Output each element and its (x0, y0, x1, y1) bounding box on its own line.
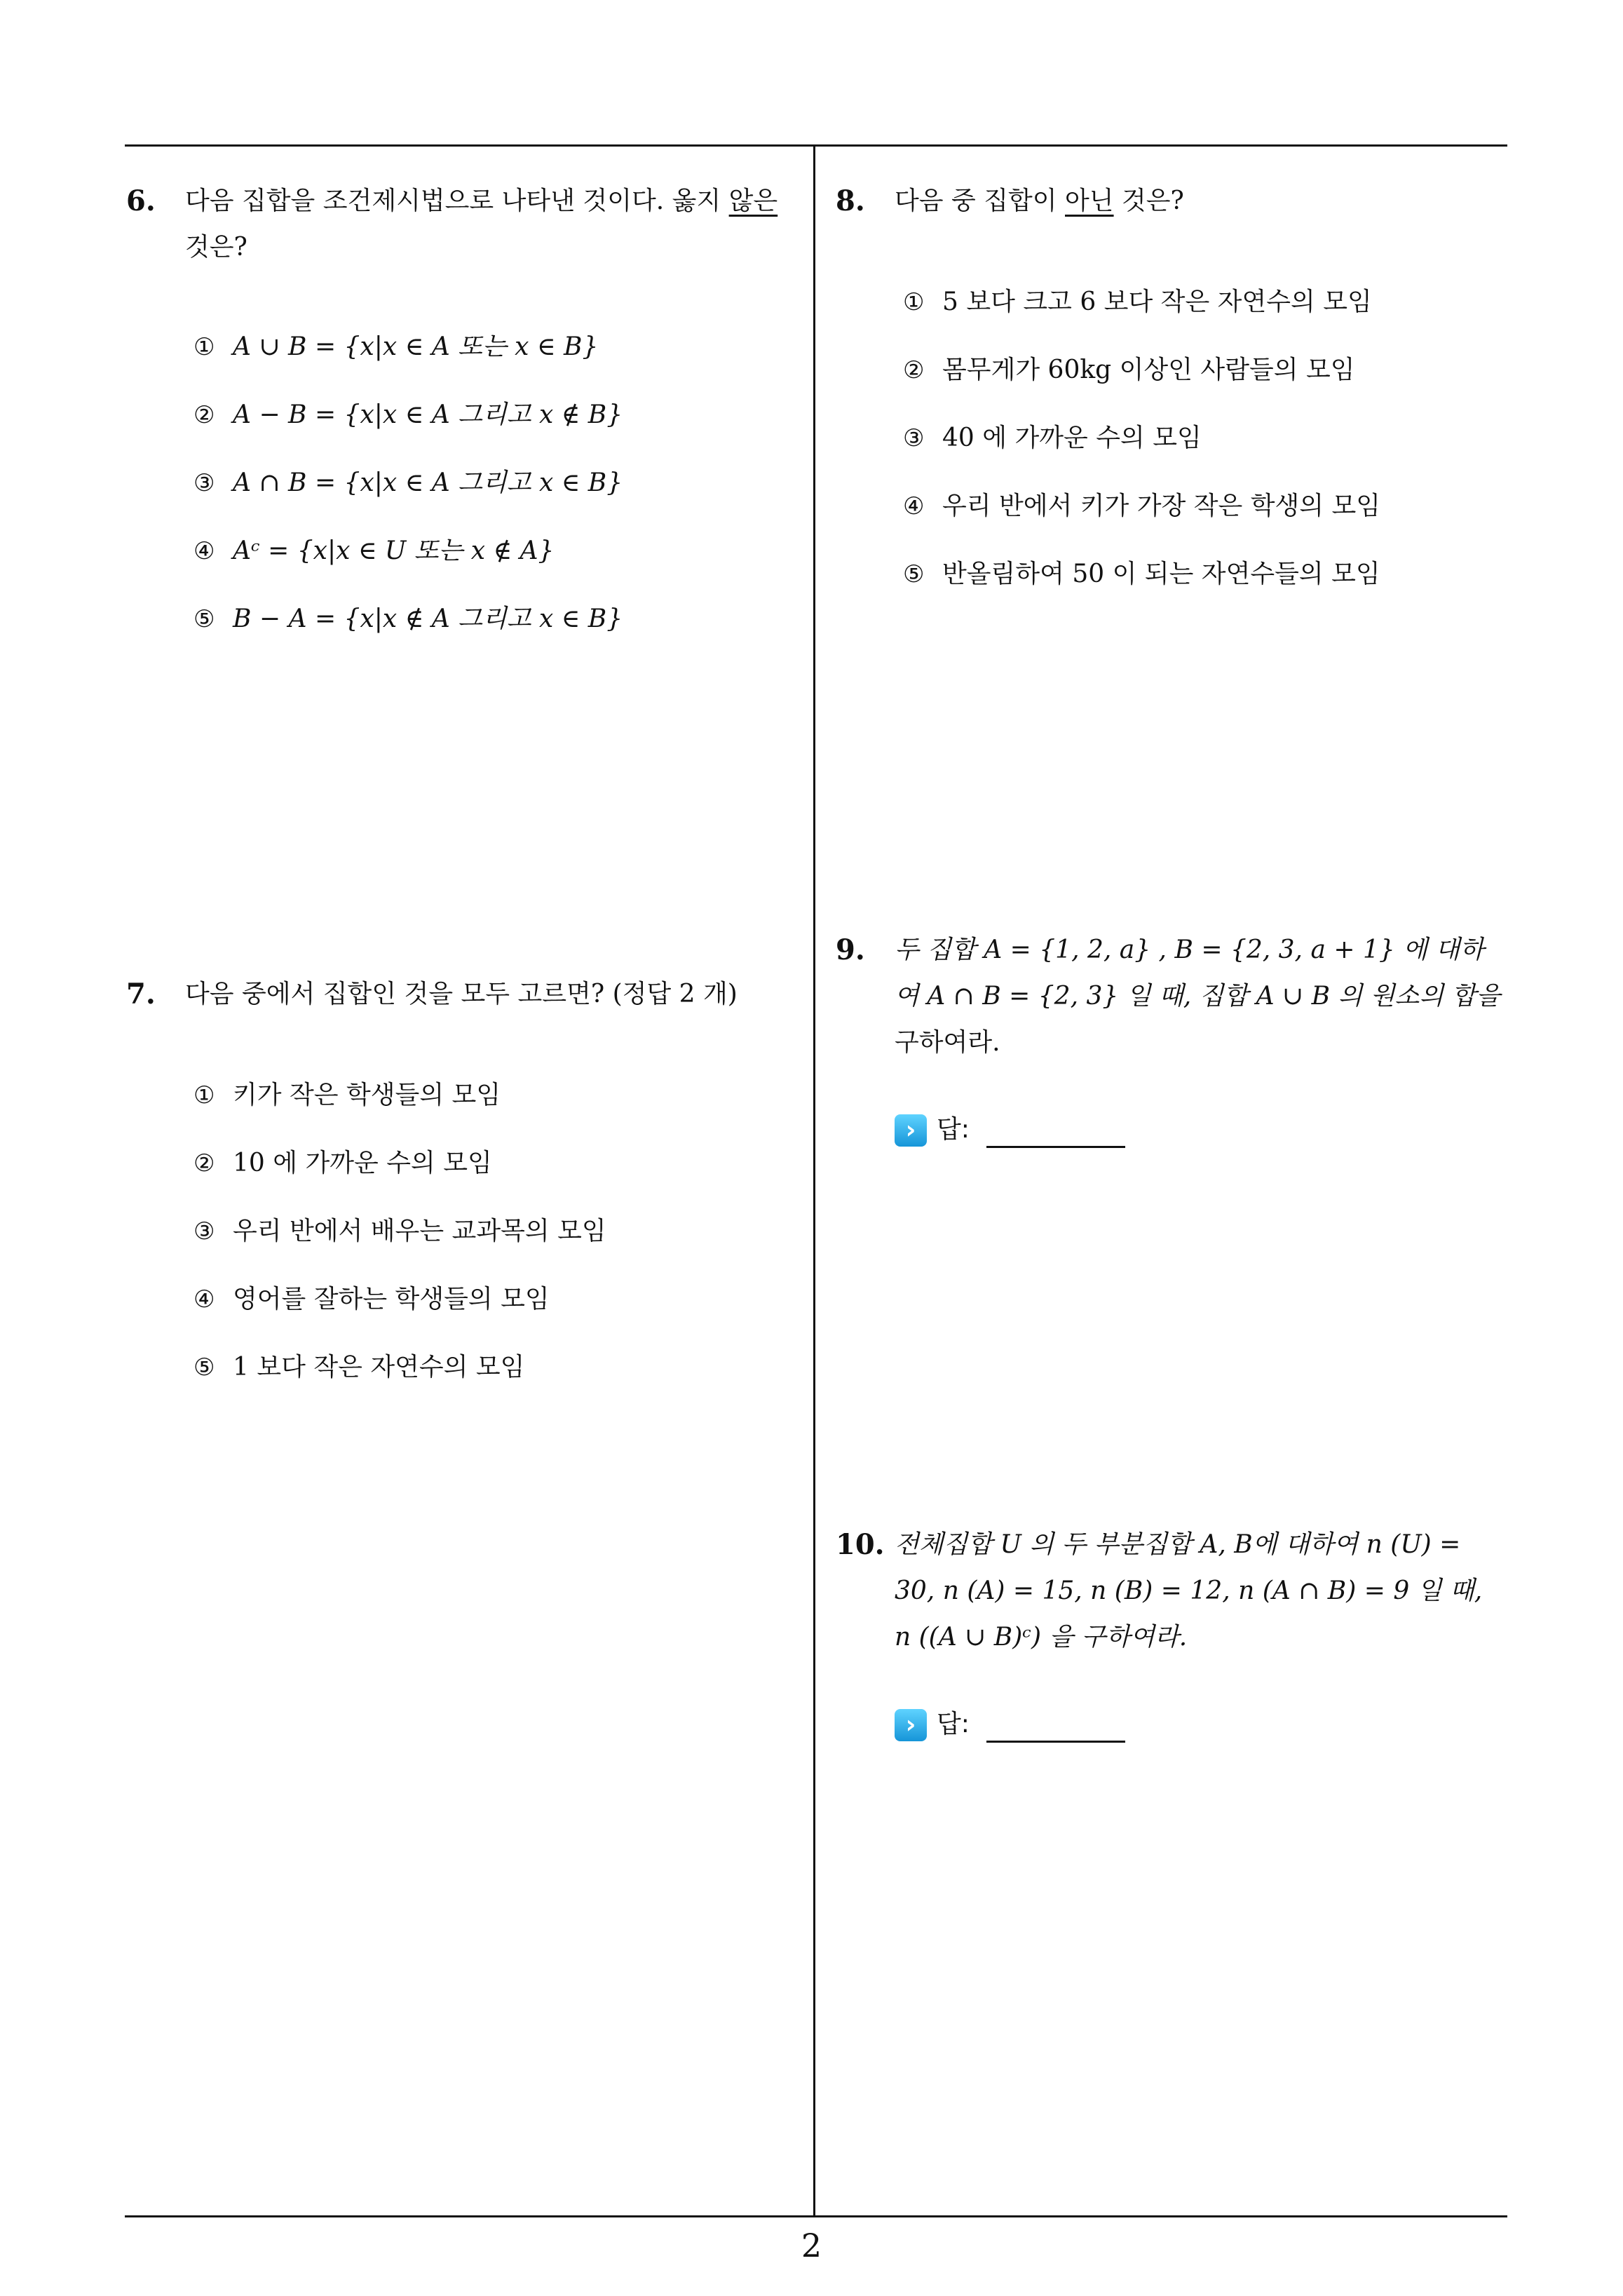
problem-number: 9. (836, 933, 865, 966)
bottom-divider (125, 2215, 1507, 2217)
answer-label: 답: (937, 1115, 970, 1144)
choice-4[interactable]: ④ 영어를 잘하는 학생들의 모임 (193, 1285, 550, 1314)
answer-area (895, 1701, 1125, 1741)
top-divider (125, 144, 1507, 147)
answer-label: 답: (937, 1710, 970, 1738)
column-divider (813, 144, 815, 2217)
choice-1[interactable]: ① 키가 작은 학생들의 모임 (193, 1081, 501, 1109)
chevron-right-icon: › (895, 1114, 927, 1147)
choice-list (193, 324, 623, 664)
underlined-keyword: 않은 (728, 187, 778, 215)
chevron-right-icon: › (895, 1709, 927, 1741)
problem-text: 두 집합 A = {1, 2, a} , B = {2, 3, a + 1} 에 대하 여 A ∩ B = {2, 3} 일 때, 집합 A ∪ B 의 원소의 합을 구하여라. (895, 936, 1501, 1057)
answer-blank[interactable] (986, 1701, 1125, 1743)
problem-number: 10. (836, 1528, 885, 1561)
problem-text: 전체집합 U 의 두 부분집합 A, B에 대하여 n (U) = 30, n (A) = 15, n (B) = 12, n (A ∩ B) = 9 일 때, n ((A ∪ B)ᶜ) 을 구하여라. (895, 1530, 1483, 1652)
choice-list (193, 1072, 606, 1412)
choice-1[interactable]: ① 5 보다 크고 6 보다 작은 자연수의 모임 (903, 288, 1372, 316)
problem-number: 6. (126, 184, 156, 217)
problem-text: 다음 중 집합이 아닌 것은? (895, 187, 1184, 215)
choice-5[interactable]: ⑤ B − A = {x|x ∉ A 그리고 x ∈ B} (193, 605, 623, 633)
choice-4[interactable]: ④ Aᶜ = {x|x ∈ U 또는 x ∉ A} (193, 536, 555, 565)
choice-3[interactable]: ③ 40 에 가까운 수의 모임 (903, 424, 1202, 452)
choice-2[interactable]: ② 몸무게가 60kg 이상인 사람들의 모임 (903, 356, 1355, 384)
problem-text: 다음 중에서 집합인 것을 모두 고르면? (정답 2 개) (185, 980, 738, 1008)
choice-list (903, 279, 1380, 619)
choice-3[interactable]: ③ A ∩ B = {x|x ∈ A 그리고 x ∈ B} (193, 468, 623, 497)
answer-area (895, 1107, 1125, 1146)
problem-number: 8. (836, 184, 865, 217)
choice-5[interactable]: ⑤ 반올림하여 50 이 되는 자연수들의 모임 (903, 560, 1380, 588)
answer-blank[interactable] (986, 1107, 1125, 1148)
choice-5[interactable]: ⑤ 1 보다 작은 자연수의 모임 (193, 1353, 525, 1382)
choice-2[interactable]: ② 10 에 가까운 수의 모임 (193, 1149, 492, 1177)
problem-text: 다음 집합을 조건제시법으로 나타낸 것이다. 옳지 않은 것은? (185, 187, 778, 262)
choice-2[interactable]: ② A − B = {x|x ∈ A 그리고 x ∉ B} (193, 400, 623, 429)
page-number: 2 (801, 2227, 822, 2264)
choice-1[interactable]: ① A ∪ B = {x|x ∈ A 또는 x ∈ B} (193, 332, 599, 361)
choice-3[interactable]: ③ 우리 반에서 배우는 교과목의 모임 (193, 1217, 606, 1245)
underlined-keyword: 아닌 (1065, 187, 1114, 215)
problem-number: 7. (126, 978, 156, 1011)
choice-4[interactable]: ④ 우리 반에서 키가 가장 작은 학생의 모임 (903, 492, 1381, 520)
